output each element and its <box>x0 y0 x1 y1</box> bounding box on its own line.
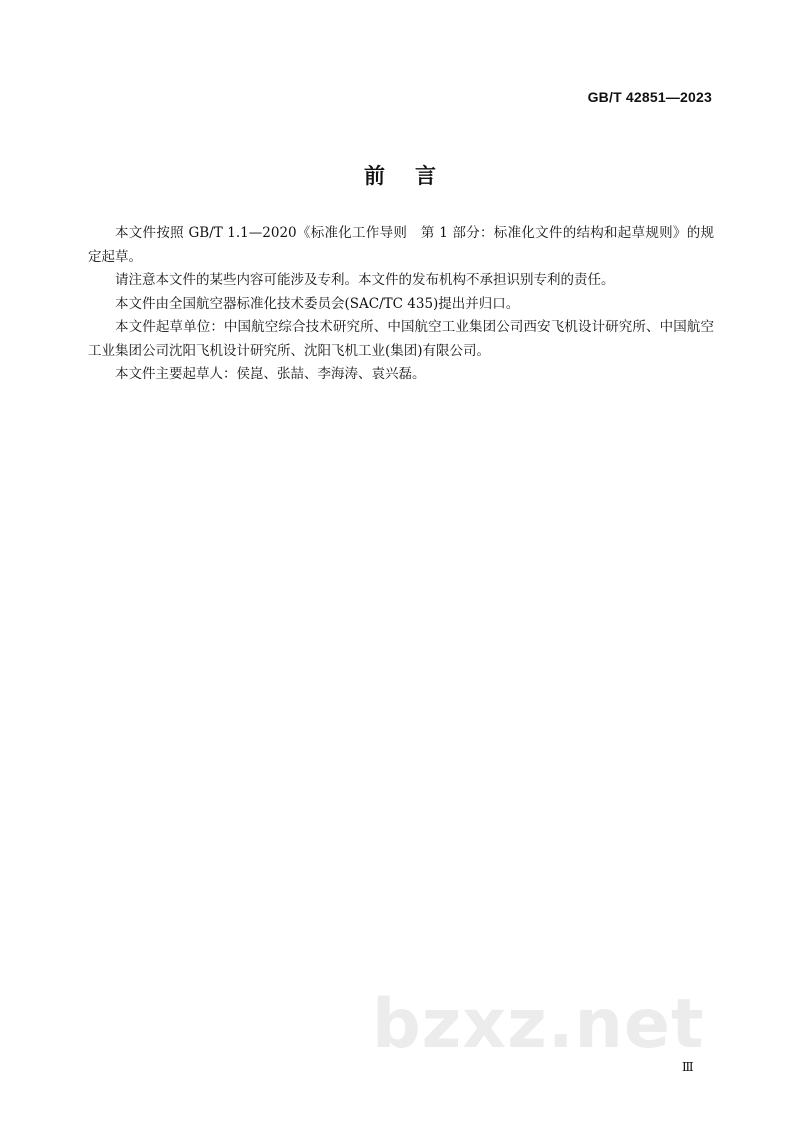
paragraph-drafting-rules: 本文件按照 GB/T 1.1—2020《标准化工作导则 第 1 部分：标准化文件的结构和起草规则》的规定起草。 <box>88 225 714 265</box>
foreword-body <box>88 222 714 387</box>
paragraph-patent-notice: 请注意本文件的某些内容可能涉及专利。本文件的发布机构不承担识别专利的责任。 <box>115 272 615 288</box>
watermark-text: bzxz.net <box>372 985 705 1064</box>
paragraph-main-drafters: 本文件主要起草人：侯崑、张喆、李海涛、袁兴磊。 <box>115 366 426 382</box>
paragraph-proposing-committee: 本文件由全国航空器标准化技术委员会(SAC/TC 435)提出并归口。 <box>115 295 520 312</box>
paragraph-drafting-units: 本文件起草单位：中国航空综合技术研究所、中国航空工业集团公司西安飞机设计研究所、中国航空工业集团公司沈阳飞机设计研究所、沈阳飞机工业(集团)有限公司。 <box>88 319 714 359</box>
page-title: 前言 <box>364 164 466 188</box>
page-number: Ⅲ <box>682 1060 694 1074</box>
document-code: GB/T 42851—2023 <box>587 89 712 105</box>
